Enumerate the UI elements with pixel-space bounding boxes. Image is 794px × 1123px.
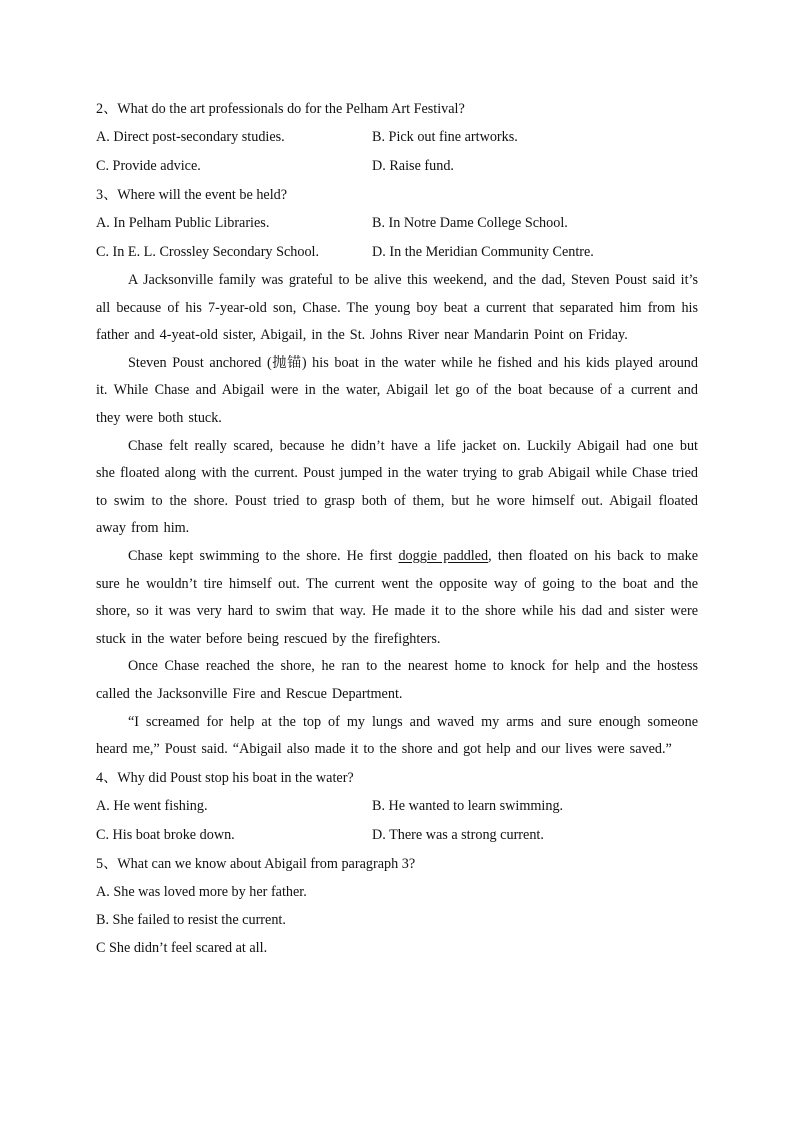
- document-page: [96, 95, 698, 962]
- question-2-option-d: D. Raise fund.: [372, 158, 454, 174]
- question-5-option-c: C She didn’t feel scared at all.: [96, 939, 268, 956]
- question-2-options-row-1: [96, 123, 698, 152]
- question-3-option-c: C. In E. L. Crossley Secondary School.: [96, 244, 320, 260]
- question-4-option-b: B. He wanted to learn swimming.: [372, 797, 564, 814]
- question-5-stem: 5、What can we know about Abigail from paragraph 3?: [96, 855, 416, 872]
- passage-paragraph-4-end: , then floated on his back to make sure he wouldn’t tire himself out. The current went the opposite way of going to the boat and the shore, so it was very hard to swim that way. He made it to the shore while his dad and sister were stuck in the water before being rescued by the firefighters.: [96, 547, 698, 647]
- underlined-phrase: doggie paddled: [398, 547, 489, 564]
- passage-paragraph-6: “I screamed for help at the top of my lungs and waved my arms and sure enough someone heard me,” Poust said. “Abigail also made it to the shore and got help and our lives were saved.”: [96, 713, 698, 758]
- question-4-option-c: C. His boat broke down.: [96, 826, 235, 843]
- question-3-option-b: B. In Notre Dame College School.: [372, 215, 568, 231]
- question-5-option-b: B. She failed to resist the current.: [96, 911, 286, 928]
- question-3-options-row-2: [96, 238, 698, 267]
- question-2-option-b: B. Pick out fine artworks.: [372, 129, 518, 145]
- question-4-options-row-2: [96, 821, 698, 850]
- question-2-option-a: A. Direct post-secondary studies.: [96, 129, 285, 145]
- question-3-stem: 3、Where will the event be held?: [96, 187, 288, 203]
- question-4-option-d: D. There was a strong current.: [372, 826, 544, 843]
- question-2-stem: 2、What do the art professionals do for the Pelham Art Festival?: [96, 101, 465, 117]
- question-3-options-row-1: [96, 209, 698, 238]
- question-2-option-c: C. Provide advice.: [96, 158, 201, 174]
- question-4-options-row-1: [96, 792, 698, 821]
- passage-paragraph-1: A Jacksonville family was grateful to be alive this weekend, and the dad, Steven Poust said it’s all because of his 7-year-old son, Chase. The young boy beat a current that separated him from his father and 4-yeat-old sister, Abigail, in the St. Johns River near Mandarin Point on Friday.: [96, 272, 698, 344]
- passage-paragraph-4-start: Chase kept swimming to the shore. He first: [128, 547, 399, 564]
- passage-paragraph-5: Once Chase reached the shore, he ran to the nearest home to knock for help and the hostess called the Jacksonville Fire and Rescue Department.: [96, 658, 698, 702]
- passage-paragraph-3: Chase felt really scared, because he didn’t have a life jacket on. Luckily Abigail had one but she floated along with the current. Poust jumped in the water trying to grab Abigail while Chase tried to swim to the shore. Poust tried to grasp both of them, but he wore himself out. Abigail floated away from him.: [96, 437, 698, 537]
- passage-paragraph-4: [96, 543, 698, 653]
- question-4-option-a: A. He went fishing.: [96, 797, 208, 814]
- passage-paragraph-2: Steven Poust anchored (抛锚) his boat in the water while he fished and his kids played around it. While Chase and Abigail were in the water, Abigail let go of the boat because of a current and they were both stuck.: [96, 354, 698, 426]
- question-4-stem: 4、Why did Poust stop his boat in the water?: [96, 769, 354, 786]
- question-5-option-a: A. She was loved more by her father.: [96, 883, 307, 900]
- question-3-option-d: D. In the Meridian Community Centre.: [372, 244, 594, 260]
- question-3-option-a: A. In Pelham Public Libraries.: [96, 215, 270, 231]
- question-2-options-row-2: [96, 152, 698, 181]
